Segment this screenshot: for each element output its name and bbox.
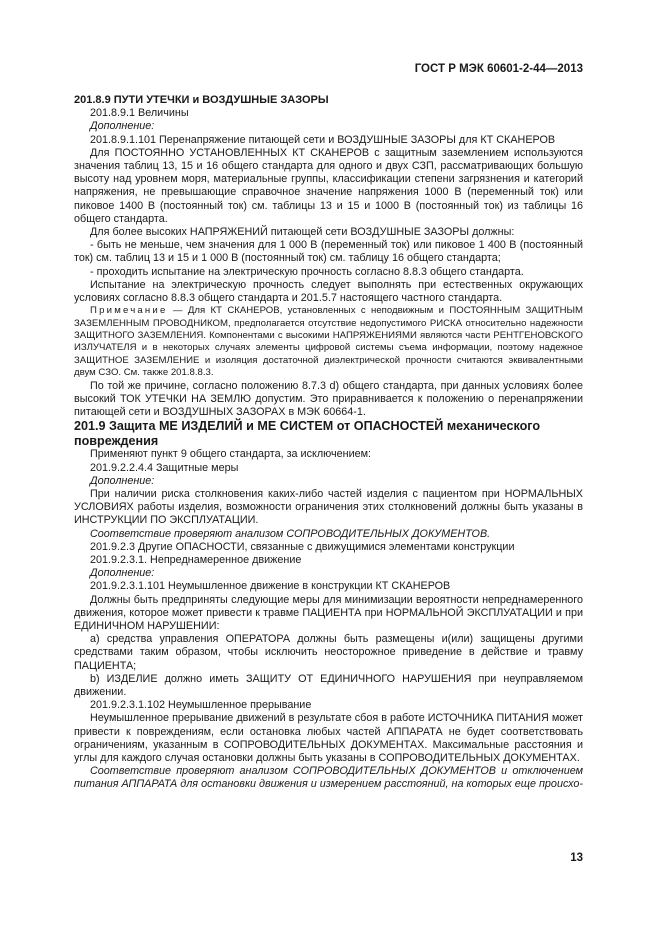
addition-label: Дополнение: xyxy=(90,474,155,487)
list-item: a) средства управления ОПЕРАТОРА должны быть размещены и(или) защищены другими средствами таким образом, чтобы исключить неосторожное приведение в действие и травму ПАЦИЕНТА; xyxy=(74,633,583,672)
list-item: - проходить испытание на электрическую прочность согласно 8.8.3 общего стандарта. xyxy=(90,265,524,278)
page-content xyxy=(74,94,583,792)
note-text: — Для КТ СКАНЕРОВ, установленных с неподвижным и ПОСТОЯННЫМ ЗАЩИТНЫМ ЗАЗЕМЛЕННЫМ ПРОВОДНИКОМ, предполагается отсутствие недопустимого РИСКА относительно надежности ЗАЩИТНОГО ЗАЗЕМЛЕНИЯ. Компонентами с высокими НАПРЯЖЕНИЯМИ являются части РЕНТГЕНОВСКОГО ИЗЛУЧАТЕЛЯ и в некоторых случаях элементы цифровой системы съема информации, поэтому надежное ЗАЩИТНОЕ ЗАЗЕМЛЕНИЕ и изоляция достаточной диэлектрической прочности считаются эквивалентными двум СЗО. См. также 201.8.8.3. xyxy=(74,305,583,379)
compliance-statement: Соответствие проверяют анализом СОПРОВОДИТЕЛЬНЫХ ДОКУМЕНТОВ. xyxy=(90,527,491,540)
standard-header: ГОСТ Р МЭК 60601-2-44—2013 xyxy=(414,63,583,75)
addition-label: Дополнение: xyxy=(90,120,155,133)
paragraph: Испытание на электрическую прочность следует выполнять при естественных окружающих условиях согласно 8.8.3 общего стандарта и 201.5.7 настоящего частного стандарта. xyxy=(74,278,583,305)
paragraph: Для ПОСТОЯННО УСТАНОВЛЕННЫХ КТ СКАНЕРОВ с защитным заземлением используются значения таблиц 13, 15 и 16 общего стандарта для одного и двух СЗП, рассматривающих большую высоту над уровнем моря, материальные группы, классификации степени загрязнения и категорий напряжения, не превышающие справочное значение напряжения 1000 В (переменный ток) или пиковое 1400 В (постоянный ток) см. таблицы 13 и 15 и 1000 В (постоянный ток) из таблицы 16 общего стандарта. xyxy=(74,146,583,225)
compliance-statement: Соответствие проверяют анализом СОПРОВОДИТЕЛЬНЫХ ДОКУМЕНТОВ и отключением питания АППАРАТА для остановки движения и измерением расстояний, на которых еще происхо- xyxy=(74,765,583,791)
clause-201-8-9-1: 201.8.9.1 Величины xyxy=(90,107,189,120)
paragraph: Для более высоких НАПРЯЖЕНИЙ питающей сети ВОЗДУШНЫЕ ЗАЗОРЫ должны: xyxy=(90,226,515,239)
list-item: - быть не меньше, чем значения для 1 000 В (переменный ток) или пиковое 1 400 В (постоянный ток) см. таблиц 13 и 15 и 1 000 В (постоянный ток) см. таблицу 16 общего стандарта; xyxy=(74,239,583,265)
clause-201-9-2-3-1-101: 201.9.2.3.1.101 Неумышленное движение в конструкции КТ СКАНЕРОВ xyxy=(90,580,451,593)
list-item: b) ИЗДЕЛИЕ должно иметь ЗАЩИТУ ОТ ЕДИНИЧНОГО НАРУШЕНИЯ при неуправляемом движении. xyxy=(74,672,583,698)
note-label: Примечание xyxy=(90,305,168,317)
section-heading-201-8-9: 201.8.9 ПУТИ УТЕЧКИ и ВОЗДУШНЫЕ ЗАЗОРЫ xyxy=(74,94,329,106)
clause-201-9-2-3-1: 201.9.2.3.1. Непреднамеренное движение xyxy=(90,553,302,566)
paragraph: Применяют пункт 9 общего стандарта, за исключением: xyxy=(90,448,372,461)
paragraph: Неумышленное прерывание движений в результате сбоя в работе ИСТОЧНИКА ПИТАНИЯ может привести к повреждениям, если остановка любых частей АППАРАТА не будет соответствовать ограничениям, указанным в СОПРОВОДИТЕЛЬНЫХ ДОКУМЕНТАХ. Максимальные расстояния и углы для каждого случая остановки должны быть указаны в СОПРОВОДИТЕЛЬНЫХ ДОКУМЕНТАХ. xyxy=(74,712,583,764)
paragraph: По той же причине, согласно положению 8.7.3 d) общего стандарта, при данных условиях более высокий ТОК УТЕЧКИ НА ЗЕМЛЮ допустим. Это приравнивается к положению о перенапряжении питающей сети и ВОЗДУШНЫХ ЗАЗОРАХ в МЭК 60664-1. xyxy=(74,379,583,419)
clause-201-8-9-1-101: 201.8.9.1.101 Перенапряжение питающей сети и ВОЗДУШНЫЕ ЗАЗОРЫ для КТ СКАНЕРОВ xyxy=(90,133,556,146)
page-number: 13 xyxy=(570,852,583,864)
addition-label: Дополнение: xyxy=(90,567,155,580)
note xyxy=(74,305,583,379)
section-heading-201-9: 201.9 Защита МЕ ИЗДЕЛИЙ и МЕ СИСТЕМ от ОПАСНОСТЕЙ механического повреждения xyxy=(74,419,541,448)
paragraph: Должны быть предприняты следующие меры для минимизации вероятности непреднамеренного движения, которое может привести к травме ПАЦИЕНТА при НОРМАЛЬНОЙ ЭКСПЛУАТАЦИИ и при ЕДИНИЧНОМ НАРУШЕНИИ: xyxy=(74,593,583,632)
paragraph: При наличии риска столкновения каких-либо частей изделия с пациентом при НОРМАЛЬНЫХ УСЛОВИЯХ работы изделия, возможности ограничения этих столкновений должны быть указаны в ИНСТРУКЦИИ ПО ЭКСПЛУАТАЦИИ. xyxy=(74,487,583,527)
clause-201-9-2-3: 201.9.2.3 Другие ОПАСНОСТИ, связанные с движущимися элементами конструкции xyxy=(90,540,515,553)
clause-201-9-2-3-1-102: 201.9.2.3.1.102 Неумышленное прерывание xyxy=(90,699,312,712)
clause-201-9-2-2-4-4: 201.9.2.2.4.4 Защитные меры xyxy=(90,461,239,474)
